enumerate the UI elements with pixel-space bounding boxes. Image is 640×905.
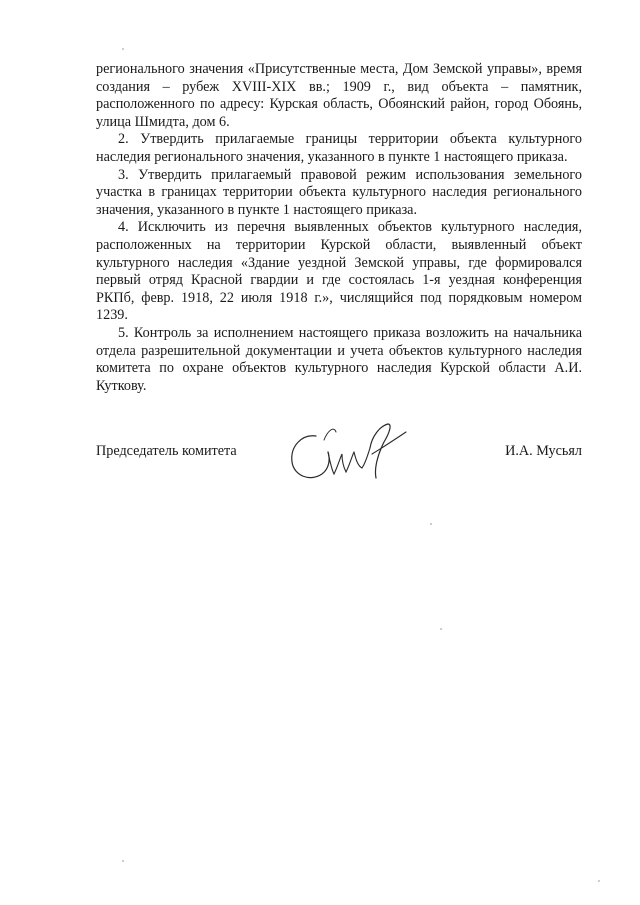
paragraph-item-2: 2. Утвердить прилагаемые границы территории объекта культурного наследия регионального значения, указанного в пункте 1 настоящего приказа. [96,131,582,165]
signature-block [96,438,582,498]
scan-speck [122,860,124,862]
document-body [96,61,582,395]
scan-speck [598,880,600,882]
paragraph-continuation: регионального значения «Присутственные места, Дом Земской управы», время создания – рубеж XVIII-XIX вв.; 1909 г., вид объекта – памятник, расположенного по адресу: Курская область, Обоянский район, город Обоянь, улица Шмидта, дом 6. [96,61,582,130]
paragraph-item-4: 4. Исключить из перечня выявленных объектов культурного наследия, расположенных на территории Курской области, выявленный объект культурного наследия «Здание уездной Земской управы, где формировался первый отряд Красной гвардии и где состоялась 1-я уездная конференция РКПб, февр. 1918, 22 июля 1918 г.», числящийся под порядковым номером 1239. [96,219,582,324]
handwritten-signature [284,418,409,493]
signatory-name: И.А. Мусьял [505,443,582,459]
scan-speck [440,628,442,630]
paragraph-item-3: 3. Утвердить прилагаемый правовой режим использования земельного участка в границах территории объекта культурного наследия регионального значения, указанного в пункте 1 настоящего приказа. [96,166,582,218]
signatory-role: Председатель комитета [96,443,237,459]
paragraph-item-5: 5. Контроль за исполнением настоящего приказа возложить на начальника отдела разрешительной документации и учета объектов культурного наследия комитета по охране объектов культурного наследия Курской области А.И. Куткову. [96,324,582,394]
scan-speck [430,523,432,525]
scan-speck [122,48,124,50]
